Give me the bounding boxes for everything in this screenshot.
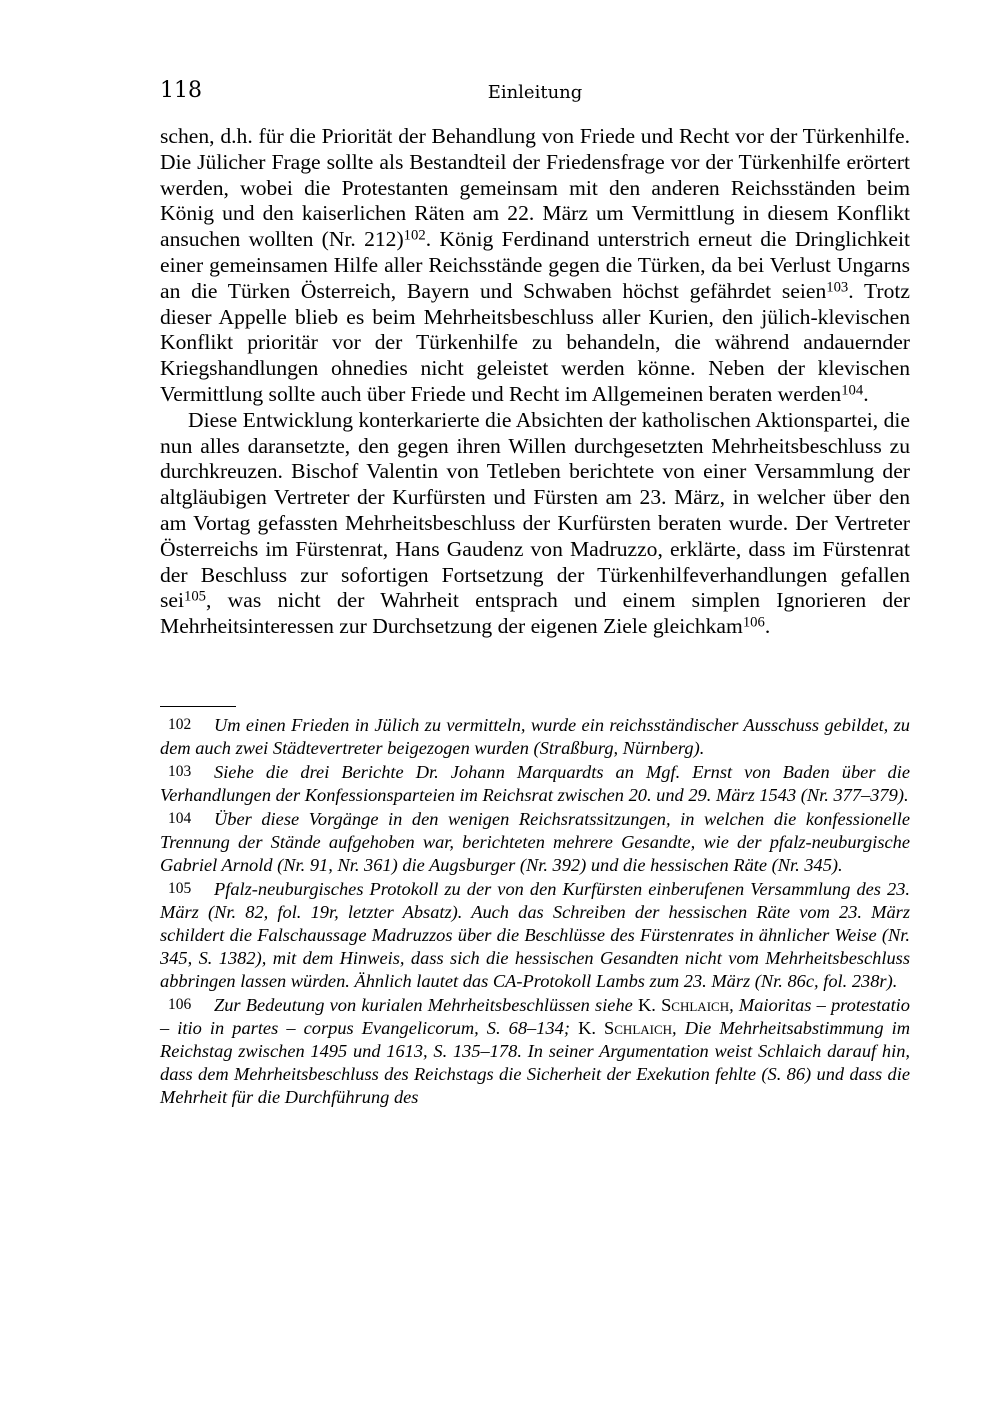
footnote-105 [160, 877, 910, 993]
footnote-103 [160, 760, 910, 807]
main-text [160, 124, 910, 640]
author-name: Schlaich [661, 994, 730, 1015]
footnote-ref-104[interactable]: 104 [841, 382, 864, 399]
footnote-text-part: Zur Bedeutung von kurialen Mehrheitsbeschlüssen siehe [214, 994, 639, 1015]
footnote-rule [160, 706, 236, 707]
footnote-106 [160, 993, 910, 1109]
paragraph-1 [160, 124, 910, 408]
paragraph-2 [160, 408, 910, 640]
paragraph-1-text-b: . König Ferdinand unterstrich erneut die Dringlichkeit einer gemeinsamen Hilfe aller Reichsstände gegen die Türken, da bei Verlust Ungarns an die Türken Österreich, Bayern und Schwaben höchst gefährdet seien [160, 227, 910, 303]
footnote-number: 102 [168, 715, 192, 733]
author-initial: K. [638, 994, 662, 1015]
footnote-number: 103 [168, 762, 192, 780]
footnote-number: 106 [168, 995, 192, 1013]
running-head: Einleitung [487, 82, 583, 103]
footnote-text: Um einen Frieden in Jülich zu vermitteln, wurde ein reichsständischer Ausschuss gebildet, zu dem auch zwei Städtevertreter beigezogen wurden (Straßburg, Nürnberg). [160, 714, 910, 758]
footnote-text-part: , Maioritas – protestatio – itio in partes – corpus Evangelicorum, S. 68–134; [160, 994, 910, 1038]
footnote-ref-102[interactable]: 102 [403, 227, 426, 244]
footnote-number: 105 [168, 879, 192, 897]
paragraph-1-text-c: . Trotz dieser Appelle blieb es beim Mehrheitsbeschluss aller Kurien, den jülich-klevischen Konflikt prioritär vor der Türkenhilfe zu behandeln, die während andauernder Kriegshandlungen ohnedies nicht geleistet werden könne. Neben der klevischen Vermittlung sollte auch über Friede und Recht im Allgemeinen beraten werden [160, 278, 910, 406]
page [160, 78, 910, 1109]
author-name: Schlaich [604, 1017, 673, 1038]
page-header [160, 78, 910, 108]
footnote-number: 104 [168, 809, 192, 827]
author-initial: K. [578, 1017, 605, 1038]
footnote-text [160, 995, 910, 1107]
paragraph-2-text-a: Diese Entwicklung konterkarierte die Absichten der katholischen Aktionspartei, die nun alles daransetzte, den gegen ihren Willen durchgesetzten Mehrheitsbeschluss zu durchkreuzen. Bischof Valentin von Tetleben berichtete von einer Versammlung der altgläubigen Vertreter der Kurfürsten und Fürsten am 23. März, in welcher über den am Vortag gefassten Mehrheitsbeschluss der Kurfürsten beraten wurde. Der Vertreter Österreichs im Fürstenrat, Hans Gaudenz von Madruzzo, erklärte, dass im Fürstenrat der Beschluss zur sofortigen Fortsetzung der Türkenhilfeverhandlungen gefallen sei [160, 407, 910, 613]
footnote-102 [160, 713, 910, 760]
page-number: 118 [160, 78, 202, 103]
footnote-ref-106[interactable]: 106 [742, 614, 765, 631]
footnote-ref-105[interactable]: 105 [184, 588, 207, 605]
footnote-text: Siehe die drei Berichte Dr. Johann Marquardts an Mgf. Ernst von Baden über die Verhandlungen der Konfessionsparteien im Reichsrat zwischen 20. und 29. März 1543 (Nr. 377–379). [160, 761, 910, 805]
paragraph-1-text-a: schen, d.h. für die Priorität der Behandlung von Friede und Recht vor der Türkenhilfe. Die Jülicher Frage sollte als Bestandteil der Friedensfrage vor der Türkenhilfe erörtert werden, wobei die Protestanten gemeinsam mit den anderen Reichsständen beim König und den kaiserlichen Räten am 22. März um Vermittlung in diesem Konflikt ansuchen wollten (Nr. 212) [160, 124, 910, 252]
footnote-ref-103[interactable]: 103 [826, 279, 849, 296]
paragraph-2-text-b: , was nicht der Wahrheit entsprach und einem simplen Ignorieren der Mehrheitsinteressen zur Durchsetzung der eigenen Ziele gleichkam [160, 588, 910, 639]
footnote-104 [160, 807, 910, 877]
paragraph-2-text-c: . [764, 614, 771, 639]
footnote-text: Über diese Vorgänge in den wenigen Reichsratssitzungen, in welchen die konfessionelle Trennung der Stände aufgehoben war, berichteten mehrere Gesandte, wie der pfalz-neuburgische Gabriel Arnold (Nr. 91, Nr. 361) die Augsburger (Nr. 392) und die hessischen Räte (Nr. 345). [160, 808, 910, 875]
paragraph-1-text-d: . [863, 381, 869, 406]
footnote-text-part: , Die Mehrheitsabstimmung im Reichstag zwischen 1495 und 1613, S. 135–178. In seiner Argumentation weist Schlaich darauf hin, dass dem Mehrheitsbeschluss des Reichstags die Sicherheit der Exekution fehlte (S. 86) und dass die Mehrheit für die Durchführung des [160, 1017, 910, 1107]
footnote-text: Pfalz-neuburgisches Protokoll zu der von den Kurfürsten einberufenen Versammlung des 23. März (Nr. 82, fol. 19r, letzter Absatz). Auch das Schreiben der hessischen Räte vom 23. März schildert die Falschaussage Madruzzos über die Beschlüsse des Fürstenrates in ähnlicher Weise (Nr. 345, S. 1382), mit dem Hinweis, dass sich die hessischen Gesandten nicht vom Mehrheitsbeschluss abbringen lassen würden. Ähnlich lautet das CA-Protokoll Lambs zum 23. März (Nr. 86c, fol. 238r). [160, 878, 910, 991]
footnotes [160, 713, 910, 1109]
